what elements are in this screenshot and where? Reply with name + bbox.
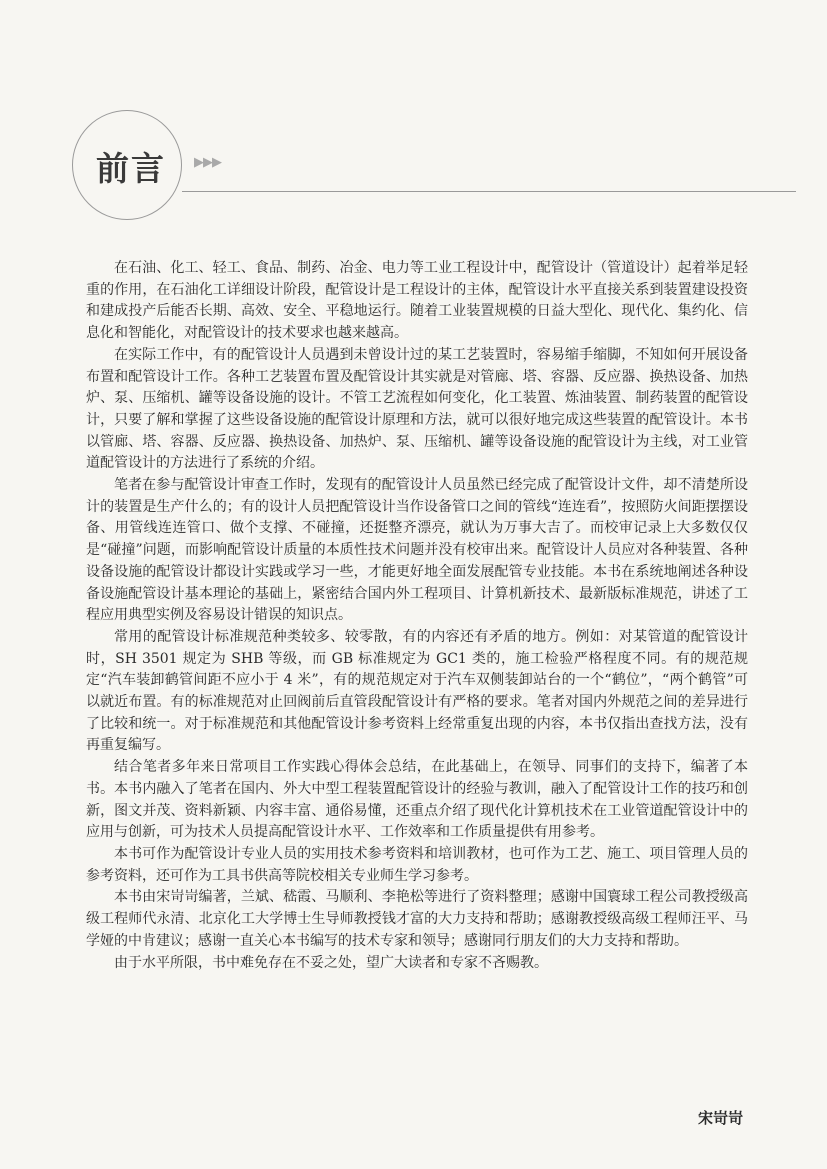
paragraph: 笔者在参与配管设计审查工作时，发现有的配管设计人员虽然已经完成了配管设计文件，却不清楚所设计的装置是生产什么的；有的设计人员把配管设计当作设备管口之间的管线“连连看”，按照防火间距摆摆设备、用管线连连管口、做个支撑、不碰撞，还挺整齐漂亮，就认为万事大吉了。而校审记录上大多数仅仅是“碰撞”问题，而影响配管设计质量的本质性技术问题并没有校审出来。配管设计人员应对各种装置、各种设备设施的配管设计都设计实践或学习一些，才能更好地全面发展配管专业技能。本书在系统地阐述各种设备设施配管设计基本理论的基础上，紧密结合国内外工程项目、计算机新技术、最新版标准规范，讲述了工程应用典型实例及容易设计错误的知识点。 [86,477,748,624]
paragraph: 由于水平所限，书中难免存在不妥之处，望广大读者和专家不吝赐教。 [114,954,548,971]
paragraph: 本书可作为配管设计专业人员的实用技术参考资料和培训教材，也可作为工艺、施工、项目管理人员的参考资料，还可作为工具书供高等院校相关专业师生学习参考。 [86,845,748,884]
paragraph: 结合笔者多年来日常项目工作实践心得体会总结，在此基础上，在领导、同事们的支持下，编著了本书。本书内融入了笔者在国内、外大中型工程装置配管设计的经验与教训，融入了配管设计工作的技巧和创新，图文并茂、资料新颖、内容丰富、通俗易懂，还重点介绍了现代化计算机技术在工业管道配管设计中的应用与创新，可为技术人员提高配管设计水平、工作效率和工作质量提供有用参考。 [86,759,748,841]
header-divider [182,191,796,192]
paragraph: 本书由宋岢岢编著，兰斌、嵇霞、马顺利、李艳松等进行了资料整理；感谢中国寰球工程公司教授级高级工程师代永清、北京化工大学博士生导师教授钱才富的大力支持和帮助；感谢教授级高级工程师汪平、马学娅的中肯建议；感谢一直关心本书编写的技术专家和领导；感谢同行朋友们的大力支持和帮助。 [86,889,748,949]
preface-header [0,0,827,250]
author-signature: 宋岢岢 [697,1109,743,1127]
triple-arrow-icon: ▶▶▶ [194,155,221,170]
paragraph: 在实际工作中，有的配管设计人员遇到未曾设计过的某工艺装置时，容易缩手缩脚，不知如何开展设备布置和配管设计工作。各种工艺装置布置及配管设计其实就是对管廊、塔、容器、反应器、换热设备、加热炉、泵、压缩机、罐等设备设施的设计。不管工艺流程如何变化，化工装置、炼油装置、制药装置的配管设计，只要了解和掌握了这些设备设施的配管设计原理和方法，就可以很好地完成这些装置的配管设计。本书以管廊、塔、容器、反应器、换热设备、加热炉、泵、压缩机、罐等设备设施的配管设计为主线，对工业管道配管设计的方法进行了系统的介绍。 [86,346,748,472]
paragraph: 常用的配管设计标准规范种类较多、较零散，有的内容还有矛盾的地方。例如：对某管道的配管设计时，SH 3501 规定为 SHB 等级，而 GB 标准规定为 GC1 类的，施工检验严格程度不同。有的规范规定“汽车装卸鹤管间距不应小于 4 米”，有的规范规定对于汽车双侧装卸站台的一个“鹤位”，“两个鹤管”可以就近布置。有的标准规范对止回阀前后直管段配管设计有严格的要求。笔者对国内外规范之间的差异进行了比较和统一。对于标准规范和其他配管设计参考资料上经常重复出现的内容，本书仅指出查找方法，没有再重复编写。 [86,628,748,754]
paragraph: 在石油、化工、轻工、食品、制药、冶金、电力等工业工程设计中，配管设计（管道设计）起着举足轻重的作用，在石油化工详细设计阶段，配管设计是工程设计的主体，配管设计水平直接关系到装置建设投资和建成投产后能否长期、高效、安全、平稳地运行。随着工业装置规模的日益大型化、现代化、集约化、信息化和智能化，对配管设计的技术要求也越来越高。 [86,260,748,342]
page-title: 前言 [96,149,166,188]
preface-body [86,258,748,974]
